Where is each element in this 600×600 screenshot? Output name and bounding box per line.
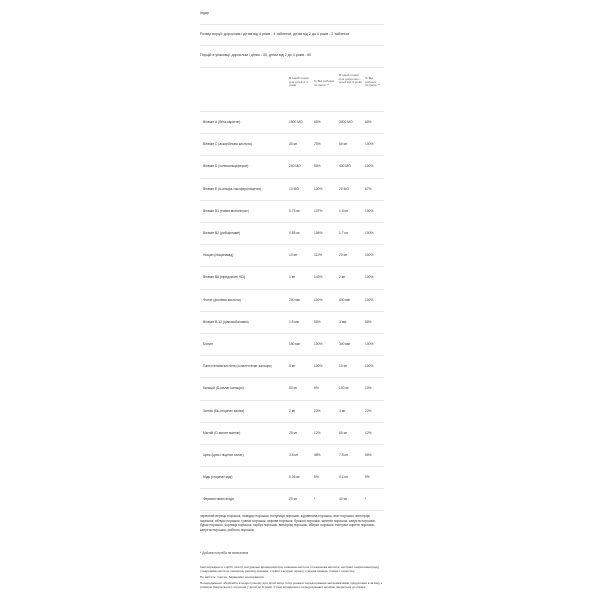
adult-amount: 10 мг — [339, 364, 348, 369]
nutrient-name: Магній (D-малат магнію) — [203, 430, 241, 435]
table-row — [200, 222, 384, 245]
column-header-adult-amount: В одній порції для дорослих і дітей від 4 років — [339, 73, 362, 85]
nutrient-name: Вітамін А (бета-каротин) — [203, 120, 241, 124]
nutrient-name: Пантотенова кислота (d-пантотенат кальцію) — [203, 364, 272, 369]
nutrient-name: Мідь (гліцинат міді) — [203, 475, 233, 480]
kids-percent: 48% — [314, 453, 321, 457]
nutrient-name: Вітамін B1 (тіамін мононітрат) — [203, 208, 249, 213]
nutrient-name: Фолат (фолієва кислота) — [203, 297, 241, 302]
adult-percent: 100% — [365, 297, 374, 302]
nutrient-name: Вітамін E (d-альфа-токоферолацетат) — [203, 186, 262, 191]
adult-amount: 20 мг — [339, 253, 348, 258]
kids-percent: 60% — [314, 120, 321, 124]
kids-percent: 20% — [314, 408, 321, 413]
table-row — [200, 200, 384, 223]
kids-percent: 107% — [314, 208, 323, 213]
adult-percent: 5% — [365, 475, 370, 480]
column-header-kids-amount: В одній порції для дітей 2-4 років — [289, 76, 309, 88]
adult-percent: 100% — [365, 364, 374, 369]
adult-amount: 1.7 мг — [339, 231, 348, 235]
table-row — [200, 333, 384, 356]
kids-amount: 200 мкг — [289, 297, 301, 302]
kids-amount: 0.85 мг — [289, 231, 300, 235]
adult-percent: 100% — [365, 253, 374, 258]
adult-amount: 400 МО — [339, 164, 351, 169]
other-ingredients: Інші інгредієнти: сорбіт, ксиліт, натуральні ароматизатори, лимонна кислота, стеаринова кислота, екстракт шкірки винограду, стеаринова кислота, сахароза, діоксид кремнію, стевія і екстракт архату, гуарова камедь, соєвого лецитину. — [200, 565, 380, 573]
table-row — [200, 377, 384, 400]
kids-percent: * — [314, 497, 316, 502]
kids-amount: 3.8 мг — [289, 453, 298, 457]
kids-amount: 2 мг — [289, 408, 296, 413]
table-row — [200, 400, 384, 423]
kids-amount: 0.05 мг — [289, 475, 300, 480]
adult-amount: 3 мкг — [339, 319, 347, 324]
kids-amount: 150 мкг — [289, 342, 301, 346]
kids-percent: 100% — [314, 297, 323, 302]
header-top-line: Ingap — [200, 11, 209, 15]
adult-percent: 100% — [365, 231, 374, 235]
footnote: * Добова потреба не визначена — [200, 551, 249, 555]
table-row — [200, 266, 384, 289]
adult-amount: 1.5 мг — [339, 208, 348, 213]
table-row — [200, 466, 384, 489]
kids-percent: 100% — [314, 186, 323, 191]
kids-percent: 100% — [314, 364, 323, 369]
divider — [200, 45, 384, 46]
kids-percent: 50% — [314, 319, 321, 324]
table-row — [200, 311, 384, 334]
adult-amount: 7.5 мг — [339, 453, 348, 457]
nutrient-name: Вітамін C (аскорбінова кислота) — [203, 142, 252, 147]
adult-amount: 20 МО — [339, 186, 349, 191]
adult-amount: 100 мг — [339, 386, 349, 391]
kids-amount: 1 мг — [289, 275, 296, 280]
adult-percent: 67% — [365, 186, 372, 191]
kids-percent: 5% — [314, 475, 319, 480]
table-row — [200, 178, 384, 201]
serving-size: Розмір порції: дорослим і дітям від 4 років - 4 таблетки, дітям від 2 до 4 років - 2 таблетки — [200, 32, 350, 36]
table-row — [200, 289, 384, 312]
adult-amount: 0.1 мг — [339, 475, 348, 480]
adult-percent: 50% — [365, 319, 372, 324]
adult-amount: 3000 МО — [339, 120, 353, 124]
adult-percent: 100% — [365, 208, 374, 213]
kids-amount: 1.5 мкг — [289, 319, 300, 324]
adult-amount: 40 мг — [339, 497, 348, 502]
divider — [200, 24, 384, 25]
table-row — [200, 155, 384, 178]
kids-percent: 106% — [314, 231, 323, 235]
adult-amount: 400 мкг — [339, 297, 351, 302]
adult-percent: 100% — [365, 164, 374, 169]
divider — [200, 67, 384, 68]
nutrient-name: Залізо (біс-гліцинат заліза) — [203, 408, 245, 413]
adult-amount: 4 мг — [339, 408, 346, 413]
nutrient-name: Вітамін B-12 (ціанокобаламін) — [203, 319, 249, 324]
kids-percent: 75% — [314, 142, 321, 147]
adult-percent: * — [365, 497, 367, 502]
warning: Попередження: зберігайте в недоступному для дітей місці. Слід уникати передозування залізовмісними продуктами в зв'язку з ризиком смертельного отруєння у дітей до 6 років. У разі випадкового передозування негайно зверніться до лікаря. — [200, 581, 383, 589]
adult-amount: 2 мг — [339, 275, 346, 280]
footer-notes — [200, 565, 386, 591]
table-row — [200, 355, 384, 378]
kids-amount: 30 мг — [289, 142, 298, 147]
kids-amount: 50 мг — [289, 386, 298, 391]
kids-percent: 143% — [314, 275, 323, 280]
kids-amount: 200 МО — [289, 164, 301, 169]
adult-amount: 300 мкг — [339, 342, 351, 346]
adult-amount: 50 мг — [339, 430, 348, 435]
table-row — [200, 111, 384, 134]
adult-amount: 60 мг — [339, 142, 348, 147]
table-row — [200, 444, 384, 467]
column-header-kids-percent: % Від добової потреби ** — [314, 79, 335, 87]
adult-percent: 22% — [365, 408, 372, 413]
kids-amount: 1500 МО — [289, 120, 303, 124]
kids-percent: 12% — [314, 430, 321, 435]
nutrient-name: Вітамін B6 (піридоксин HCl) — [203, 275, 246, 280]
ingredients-text: червоний перець порошок, помідор порошок, полуниця порошок, журавлина порошок, агат порошок, виноград порошок, яблуко порошок, гранат порошок, морква порошок, броколі порошок, шпинат порошок, капуста порошок, буряк порошок, чорниця порошок, гарбуз порошок, виноград порошок, яблуко порошок, екстракт кореня порошок, капуста порошок, рибного порошок — [200, 514, 376, 532]
adult-percent: 50% — [365, 453, 372, 457]
kids-percent: 111% — [314, 253, 322, 258]
table-row — [200, 422, 384, 445]
kids-amount: 10 МО — [289, 186, 299, 191]
table-row — [200, 488, 384, 511]
kids-percent: 100% — [314, 342, 323, 346]
nutrient-name: Ніацин (ніацинамід) — [203, 253, 234, 258]
adult-percent: 10% — [365, 386, 372, 391]
nutrient-name: Ферментовані ягоди — [203, 497, 234, 502]
adult-percent: 60% — [365, 120, 372, 124]
kids-amount: 20 мг — [289, 497, 298, 502]
kids-amount: 5 мг — [289, 364, 296, 369]
kids-amount: 10 мг — [289, 253, 298, 258]
column-header-adult-percent: % Від добової потреби ** — [365, 76, 380, 88]
adult-percent: 100% — [365, 142, 374, 147]
kids-amount: 0.75 мг — [289, 208, 300, 213]
nutrient-name: Вітамін D (холекальциферол) — [203, 164, 249, 169]
kids-amount: 25 мг — [289, 430, 298, 435]
adult-percent: 12% — [365, 430, 372, 435]
table-row — [200, 133, 384, 156]
adult-percent: 100% — [365, 275, 374, 280]
adult-percent: 100% — [365, 342, 374, 346]
nutrient-name: Вітамін B2 (рибофлавін) — [203, 231, 241, 235]
divider — [200, 510, 384, 511]
kids-percent: 6% — [314, 386, 319, 391]
servings-per-container: Порцій в упаковці: дорослим і дітям - 30, дітям від 2 до 4 років - 60 — [200, 53, 312, 57]
nutrient-name: Кальцій (D-малат кальцію) — [203, 386, 244, 391]
table-row — [200, 244, 384, 267]
free-from: Не містить: глютен, барвників і консервантів. — [200, 575, 265, 579]
nutrient-name: Біотин — [203, 342, 213, 346]
nutrient-name: Цинк (цинк гліцинат хелат) — [203, 453, 244, 457]
kids-percent: 50% — [314, 164, 321, 169]
